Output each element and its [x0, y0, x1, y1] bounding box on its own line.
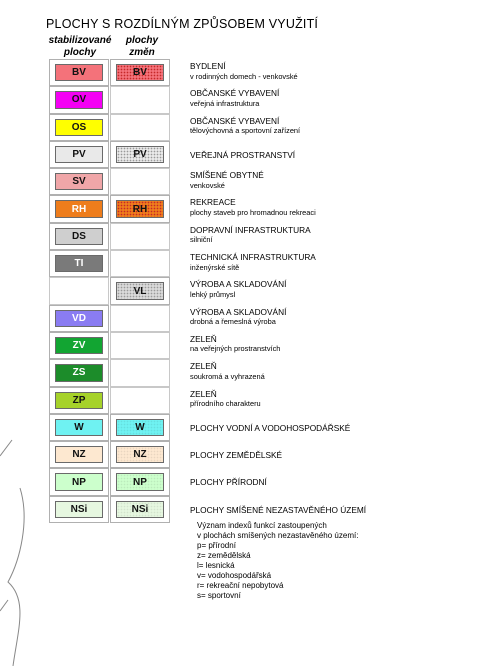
- legend-description-title: ZELEŇ: [190, 388, 217, 399]
- stabilized-cell: [49, 277, 109, 304]
- change-cell: [110, 414, 170, 441]
- legend-description: [190, 389, 380, 410]
- change-cell: [110, 496, 170, 523]
- stabilized-cell: [49, 223, 109, 250]
- legend-row-ds: [49, 223, 349, 250]
- stabilized-swatch-ov: OV: [55, 91, 103, 108]
- change-swatch-rh: RH: [116, 200, 164, 217]
- legend-row-ti: [49, 250, 349, 277]
- legend-row-sv: [49, 168, 349, 195]
- stabilized-swatch-sv: SV: [55, 173, 103, 190]
- column-header-change: plochy změn: [125, 35, 159, 58]
- legend-description-subtitle: silniční: [190, 235, 213, 245]
- legend-description-title: DOPRAVNÍ INFRASTRUKTURA: [190, 224, 311, 235]
- stabilized-swatch-rh: RH: [55, 200, 103, 217]
- change-cell: [110, 305, 170, 332]
- legend-description-title: VEŘEJNÁ PROSTRANSTVÍ: [190, 149, 296, 160]
- legend-description-title: REKREACE: [190, 197, 236, 208]
- legend-description: [190, 505, 380, 516]
- legend-description: [190, 150, 380, 161]
- legend-description: [190, 307, 380, 328]
- stabilized-swatch-ti: TI: [55, 255, 103, 272]
- change-cell: [110, 59, 170, 86]
- stabilized-cell: [49, 114, 109, 141]
- stabilized-cell: [49, 441, 109, 468]
- legend-row-zp: [49, 387, 349, 414]
- note-line: v= vodohospodářská: [197, 571, 272, 580]
- change-cell: [110, 168, 170, 195]
- stabilized-swatch-ds: DS: [55, 228, 103, 245]
- stabilized-cell: [49, 141, 109, 168]
- stabilized-swatch-bv: BV: [55, 64, 103, 81]
- change-cell: [110, 441, 170, 468]
- stabilized-cell: [49, 195, 109, 222]
- stabilized-swatch-zs: ZS: [55, 364, 103, 381]
- change-cell: [110, 195, 170, 222]
- legend-description-subtitle: soukromá a vyhrazená: [190, 371, 265, 381]
- change-cell: [110, 86, 170, 113]
- change-swatch-nsi: NSi: [116, 501, 164, 518]
- legend-description-title: SMÍŠENÉ OBYTNÉ: [190, 170, 264, 181]
- legend-description-subtitle: na veřejných prostranstvích: [190, 344, 281, 354]
- stabilized-cell: [49, 59, 109, 86]
- change-cell: [110, 332, 170, 359]
- legend-description-title: TECHNICKÁ INFRASTRUKTURA: [190, 252, 316, 263]
- change-cell: [110, 277, 170, 304]
- legend-description: [190, 334, 380, 355]
- legend-row-zv: [49, 332, 349, 359]
- legend-row-vd: [49, 305, 349, 332]
- legend-description: [190, 252, 380, 273]
- legend-description: [190, 197, 380, 218]
- legend-row-os: [49, 114, 349, 141]
- legend-description-title: PLOCHY ZEMĚDĚLSKÉ: [190, 450, 283, 461]
- legend-row-nsi: [49, 496, 367, 523]
- legend-description-title: ZELEŇ: [190, 361, 217, 372]
- legend-description: [190, 170, 380, 191]
- stabilized-swatch-nz: NZ: [55, 446, 103, 463]
- legend-description-title: PLOCHY PŘÍRODNÍ: [190, 477, 267, 488]
- legend-description-subtitle: plochy staveb pro hromadnou rekreaci: [190, 207, 316, 217]
- legend-description: [190, 423, 380, 434]
- stabilized-cell: [49, 414, 109, 441]
- stabilized-cell: [49, 496, 109, 523]
- change-swatch-w: W: [116, 419, 164, 436]
- legend-description-subtitle: venkovské: [190, 180, 225, 190]
- legend-row-vl: [49, 277, 349, 304]
- legend-description: [190, 116, 380, 137]
- stabilized-swatch-vd: VD: [55, 310, 103, 327]
- note-line: r= rekreační nepobytová: [197, 581, 284, 590]
- legend-description-title: PLOCHY VODNÍ A VODOHOSPODÁŘSKÉ: [190, 422, 351, 433]
- legend-description-subtitle: inženýrské sítě: [190, 262, 240, 272]
- stabilized-cell: [49, 387, 109, 414]
- stabilized-cell: [49, 250, 109, 277]
- legend-description-title: OBČANSKÉ VYBAVENÍ: [190, 88, 280, 99]
- legend-description-subtitle: přírodního charakteru: [190, 399, 261, 409]
- note-line: p= přírodní: [197, 541, 236, 550]
- legend-description-subtitle: veřejná infrastruktura: [190, 98, 260, 108]
- change-cell: [110, 387, 170, 414]
- legend-description-subtitle: drobná a řemeslná výroba: [190, 317, 276, 327]
- note-line: Význam indexů funkcí zastoupených: [197, 521, 327, 530]
- legend-description-title: ZELEŇ: [190, 333, 217, 344]
- note-line: l= lesnická: [197, 561, 235, 570]
- legend-description: [190, 279, 380, 300]
- legend-row-pv: [49, 141, 349, 168]
- change-cell: [110, 141, 170, 168]
- stabilized-cell: [49, 305, 109, 332]
- note-line: z= zemědělská: [197, 551, 251, 560]
- stabilized-swatch-zv: ZV: [55, 337, 103, 354]
- stabilized-swatch-w: W: [55, 419, 103, 436]
- column-header-stabilized: stabilizované plochy: [48, 35, 112, 58]
- stabilized-swatch-np: NP: [55, 473, 103, 490]
- legend-table: [49, 59, 367, 523]
- stabilized-cell: [49, 332, 109, 359]
- legend-description-title: OBČANSKÉ VYBAVENÍ: [190, 115, 280, 126]
- change-swatch-pv: PV: [116, 146, 164, 163]
- legend-description: [190, 61, 380, 82]
- change-swatch-nz: NZ: [116, 446, 164, 463]
- change-swatch-bv: BV: [116, 64, 164, 81]
- legend-row-zs: [49, 359, 349, 386]
- legend-row-rh: [49, 195, 349, 222]
- legend-description-title: VÝROBA A SKLADOVÁNÍ: [190, 306, 287, 317]
- legend-description: [190, 225, 380, 246]
- stabilized-cell: [49, 359, 109, 386]
- stabilized-cell: [49, 86, 109, 113]
- change-cell: [110, 223, 170, 250]
- legend-description-subtitle: tělovýchovná a sportovní zařízení: [190, 126, 301, 136]
- note-line: s= sportovní: [197, 591, 241, 600]
- legend-description-subtitle: v rodinných domech - venkovské: [190, 71, 298, 81]
- legend-row-w: [49, 414, 349, 441]
- stabilized-cell: [49, 468, 109, 495]
- legend-description-subtitle: lehký průmysl: [190, 289, 236, 299]
- legend-title: PLOCHY S ROZDÍLNÝM ZPŮSOBEM VYUŽITÍ: [46, 17, 319, 31]
- stabilized-swatch-os: OS: [55, 119, 103, 136]
- stabilized-swatch-pv: PV: [55, 146, 103, 163]
- note-line: v plochách smíšených nezastavěného území:: [197, 531, 359, 540]
- legend-description-title: BYDLENÍ: [190, 61, 226, 71]
- legend-row-nz: [49, 441, 349, 468]
- index-explanation-note: [197, 521, 358, 601]
- legend-row-np: [49, 468, 349, 495]
- legend-row-ov: [49, 86, 349, 113]
- legend-description: [190, 361, 380, 382]
- change-cell: [110, 114, 170, 141]
- change-cell: [110, 359, 170, 386]
- change-cell: [110, 250, 170, 277]
- stabilized-swatch-zp: ZP: [55, 392, 103, 409]
- legend-description-title: PLOCHY SMÍŠENÉ NEZASTAVĚNÉHO ÚZEMÍ: [190, 504, 367, 515]
- stabilized-swatch-nsi: NSi: [55, 501, 103, 518]
- change-swatch-np: NP: [116, 473, 164, 490]
- legend-description: [190, 450, 380, 461]
- legend-description: [190, 88, 380, 109]
- change-cell: [110, 468, 170, 495]
- change-swatch-vl: VL: [116, 282, 164, 299]
- legend-description-title: VÝROBA A SKLADOVÁNÍ: [190, 279, 287, 290]
- legend-description: [190, 477, 380, 488]
- legend-row-bv: [49, 59, 349, 86]
- stabilized-cell: [49, 168, 109, 195]
